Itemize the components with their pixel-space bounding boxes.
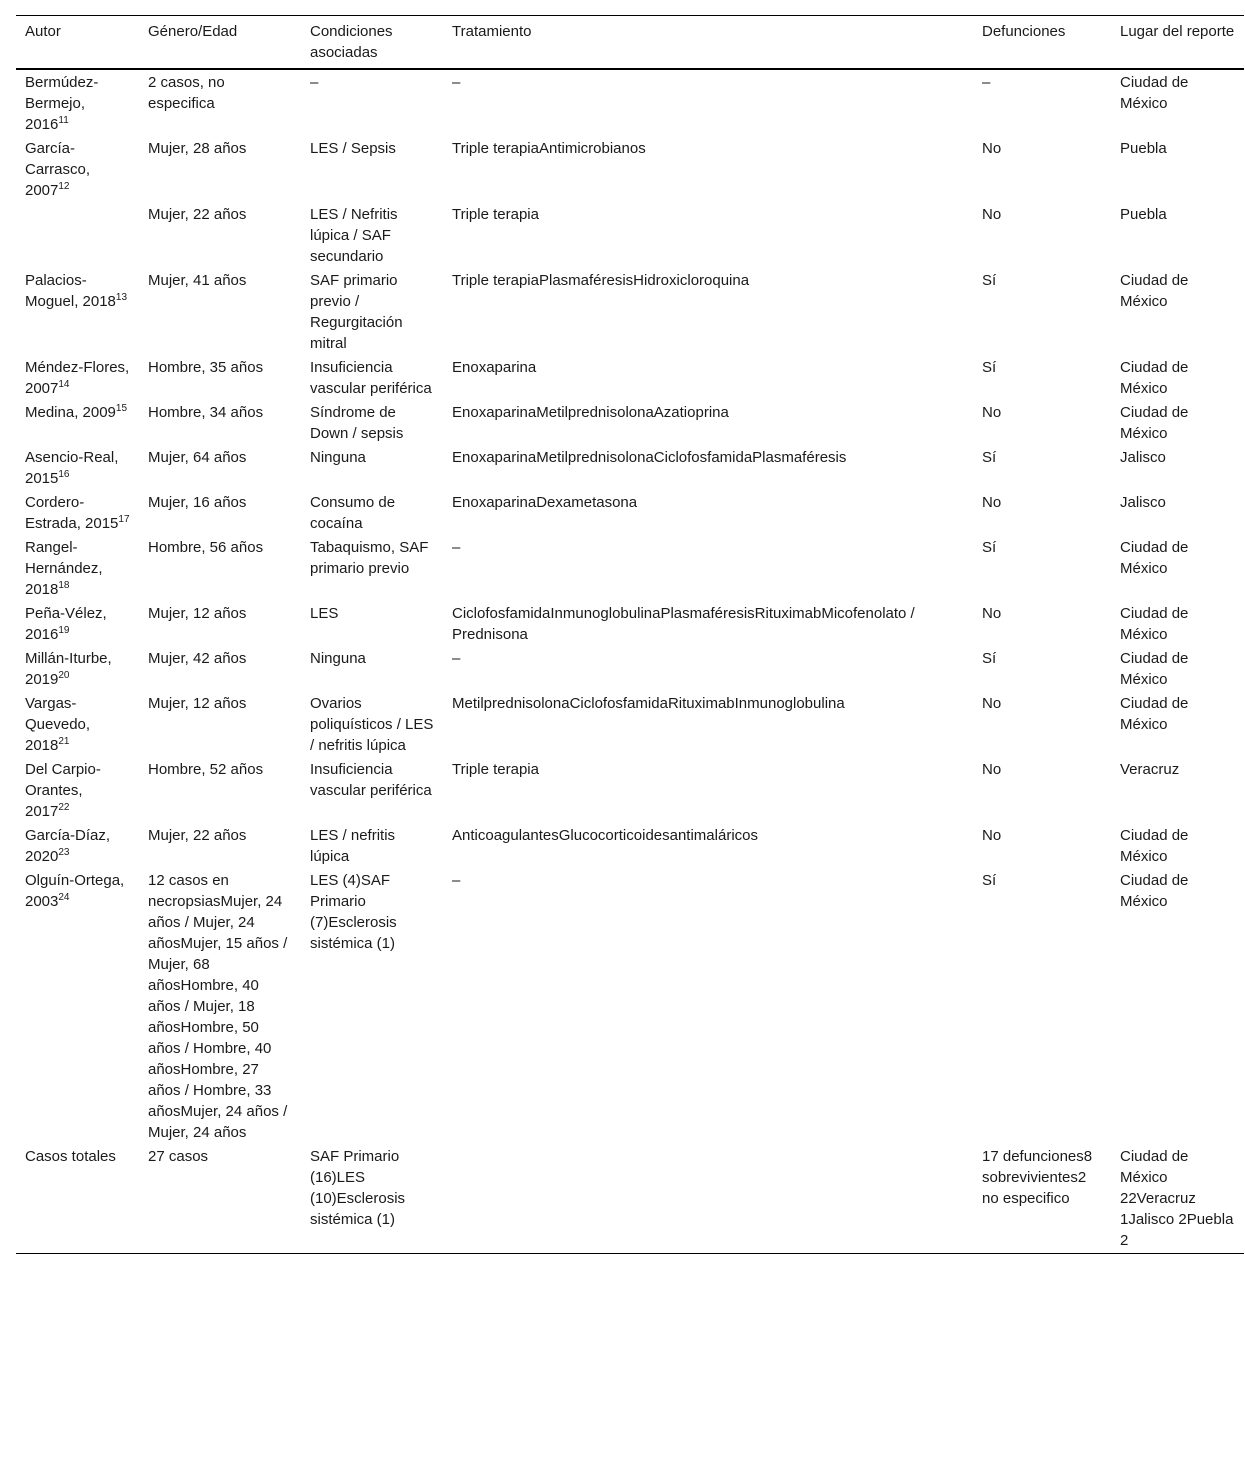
cell-defunciones: [973, 691, 1111, 757]
cell-tratamiento: [443, 400, 973, 445]
cell-genero-edad-text: Mujer, 28 años: [148, 140, 247, 157]
cell-condiciones: [301, 202, 443, 268]
cell-autor: [16, 868, 139, 1144]
cell-tratamiento-text: AnticoagulantesGlucocorticoidesantimaláricos: [452, 827, 758, 844]
cell-condiciones: [301, 757, 443, 823]
cell-defunciones-text: Sí: [982, 272, 997, 289]
cell-defunciones-text: Sí: [982, 650, 997, 667]
cell-defunciones-text: Sí: [982, 872, 997, 889]
cell-lugar-text: Ciudad de México: [1120, 695, 1189, 733]
cell-lugar-text: Puebla: [1120, 206, 1167, 223]
cell-autor-text: Casos totales: [25, 1148, 116, 1165]
cell-genero-edad: [139, 445, 301, 490]
cell-defunciones: [973, 535, 1111, 601]
cell-autor-text: García-Carrasco, 2007: [25, 140, 91, 199]
cell-genero-edad: [139, 646, 301, 691]
table-row: [16, 69, 1244, 136]
table-row: [16, 490, 1244, 535]
cell-autor-text: Cordero-Estrada, 2015: [25, 494, 119, 532]
cell-lugar-text: Jalisco: [1120, 494, 1166, 511]
cell-lugar-text: Ciudad de México: [1120, 272, 1189, 310]
cell-genero-edad: [139, 202, 301, 268]
cell-condiciones: [301, 268, 443, 355]
cell-defunciones-text: No: [982, 827, 1002, 844]
cell-autor: [16, 69, 139, 136]
table-row: [16, 202, 1244, 268]
cell-condiciones: [301, 445, 443, 490]
reference-number: 22: [58, 802, 70, 813]
cell-defunciones-text: 17 defunciones8 sobrevivientes2 no especifico: [982, 1148, 1093, 1207]
cell-autor: [16, 400, 139, 445]
cell-defunciones: [973, 400, 1111, 445]
cell-tratamiento-text: –: [452, 650, 461, 667]
cell-defunciones-text: No: [982, 494, 1002, 511]
cell-autor-text: Millán-Iturbe, 2019: [25, 650, 112, 688]
cell-tratamiento: [443, 268, 973, 355]
cell-autor: [16, 601, 139, 646]
table-row: [16, 535, 1244, 601]
cell-lugar: [1111, 136, 1244, 202]
cell-tratamiento-text: –: [452, 872, 461, 889]
cases-table: [16, 15, 1244, 1254]
cell-defunciones: [973, 490, 1111, 535]
cell-condiciones-text: Tabaquismo, SAF primario previo: [310, 539, 429, 577]
cell-tratamiento-text: –: [452, 74, 461, 91]
cell-autor: [16, 268, 139, 355]
cell-lugar-text: Ciudad de México: [1120, 359, 1189, 397]
cell-condiciones: [301, 1144, 443, 1254]
cell-tratamiento-text: MetilprednisolonaCiclofosfamidaRituximabInmunoglobulina: [452, 695, 845, 712]
cell-genero-edad: [139, 490, 301, 535]
cell-tratamiento: [443, 445, 973, 490]
cell-autor: [16, 355, 139, 400]
cell-autor: [16, 691, 139, 757]
cell-lugar-text: Jalisco: [1120, 449, 1166, 466]
reference-number: 14: [58, 379, 70, 390]
table-row: [16, 1144, 1244, 1254]
table-row: [16, 757, 1244, 823]
table-row: [16, 646, 1244, 691]
cell-tratamiento: [443, 490, 973, 535]
cell-genero-edad: [139, 268, 301, 355]
table-header: [16, 16, 1244, 70]
cell-lugar-text: Ciudad de México: [1120, 74, 1189, 112]
table-row: [16, 445, 1244, 490]
cell-condiciones-text: LES / nefritis lúpica: [310, 827, 396, 865]
cell-defunciones: [973, 757, 1111, 823]
cell-defunciones: [973, 69, 1111, 136]
cell-lugar: [1111, 400, 1244, 445]
cell-tratamiento-text: Enoxaparina: [452, 359, 537, 376]
cell-lugar: [1111, 868, 1244, 1144]
cell-tratamiento: [443, 69, 973, 136]
cell-autor: [16, 445, 139, 490]
cell-autor-text: Medina, 2009: [25, 404, 116, 421]
cell-autor-text: Bermúdez-Bermejo, 2016: [25, 74, 99, 133]
cell-defunciones: [973, 355, 1111, 400]
cell-condiciones: [301, 823, 443, 868]
cell-condiciones: [301, 69, 443, 136]
cell-defunciones-text: No: [982, 140, 1002, 157]
cell-genero-edad: [139, 757, 301, 823]
cell-genero-edad-text: 2 casos, no especifica: [148, 74, 225, 112]
cell-condiciones-text: Ninguna: [310, 449, 366, 466]
cell-condiciones-text: –: [310, 74, 319, 91]
cell-tratamiento: [443, 535, 973, 601]
cell-genero-edad: [139, 400, 301, 445]
cell-tratamiento: [443, 868, 973, 1144]
reference-number: 17: [118, 514, 130, 525]
cell-condiciones: [301, 601, 443, 646]
table-row: [16, 355, 1244, 400]
cell-defunciones-text: Sí: [982, 539, 997, 556]
cell-genero-edad-text: Hombre, 56 años: [148, 539, 264, 556]
reference-number: 13: [115, 292, 128, 303]
cell-lugar-text: Puebla: [1120, 140, 1167, 157]
cell-autor: [16, 757, 139, 823]
reference-number: 16: [58, 469, 70, 480]
cell-tratamiento: [443, 691, 973, 757]
cell-condiciones-text: Ninguna: [310, 650, 366, 667]
cell-autor-text: Asencio-Real, 2015: [25, 449, 119, 487]
cell-defunciones: [973, 823, 1111, 868]
cell-autor-text: Rangel-Hernández, 2018: [25, 539, 103, 598]
cell-lugar-text: Veracruz: [1120, 761, 1180, 778]
cell-condiciones-text: SAF Primario (16)LES (10)Esclerosis sistémica (1): [310, 1148, 406, 1228]
cell-genero-edad: [139, 136, 301, 202]
header-autor: Autor: [16, 16, 139, 70]
cell-condiciones: [301, 400, 443, 445]
cell-lugar: [1111, 535, 1244, 601]
cell-condiciones: [301, 355, 443, 400]
table-row: [16, 691, 1244, 757]
cell-lugar-text: Ciudad de México 22Veracruz 1Jalisco 2Puebla 2: [1120, 1148, 1234, 1249]
header-defunciones: Defunciones: [973, 16, 1111, 70]
cell-lugar-text: Ciudad de México: [1120, 827, 1189, 865]
cell-defunciones: [973, 868, 1111, 1144]
cell-genero-edad-text: 27 casos: [148, 1148, 209, 1165]
cell-tratamiento-text: CiclofosfamidaInmunoglobulinaPlasmaféresisRituximabMicofenolato / Prednisona: [452, 605, 915, 643]
cell-defunciones: [973, 268, 1111, 355]
table-row: [16, 268, 1244, 355]
cell-genero-edad-text: Hombre, 35 años: [148, 359, 264, 376]
cell-lugar-text: Ciudad de México: [1120, 605, 1189, 643]
header-lugar: Lugar del reporte: [1111, 16, 1244, 70]
reference-number: 18: [58, 580, 70, 591]
cell-condiciones: [301, 868, 443, 1144]
cell-autor: [16, 823, 139, 868]
cell-defunciones-text: Sí: [982, 359, 997, 376]
cell-tratamiento: [443, 202, 973, 268]
cell-tratamiento: [443, 823, 973, 868]
cell-tratamiento-text: Triple terapiaAntimicrobianos: [452, 140, 646, 157]
cell-genero-edad: [139, 601, 301, 646]
cell-lugar: [1111, 202, 1244, 268]
cell-genero-edad: [139, 535, 301, 601]
cell-defunciones-text: –: [982, 74, 991, 91]
cell-genero-edad: [139, 691, 301, 757]
cell-autor: [16, 535, 139, 601]
cell-tratamiento-text: EnoxaparinaDexametasona: [452, 494, 638, 511]
cell-condiciones: [301, 691, 443, 757]
cell-tratamiento-text: Triple terapiaPlasmaféresisHidroxicloroquina: [452, 272, 750, 289]
reference-number: 23: [58, 847, 70, 858]
cell-defunciones: [973, 601, 1111, 646]
cell-autor-text: Méndez-Flores, 2007: [25, 359, 130, 397]
cell-condiciones: [301, 136, 443, 202]
table-row: [16, 136, 1244, 202]
cell-genero-edad: [139, 868, 301, 1144]
cell-tratamiento-text: Triple terapia: [452, 206, 539, 223]
reference-number: 19: [58, 625, 70, 636]
cell-autor-text: Olguín-Ortega, 2003: [25, 872, 125, 910]
cell-genero-edad-text: Mujer, 16 años: [148, 494, 247, 511]
cell-tratamiento: [443, 355, 973, 400]
cell-genero-edad: [139, 69, 301, 136]
cell-condiciones-text: Insuficiencia vascular periférica: [310, 359, 432, 397]
cell-autor-text: García-Díaz, 2020: [25, 827, 111, 865]
cell-tratamiento-text: –: [452, 539, 461, 556]
table-row: [16, 823, 1244, 868]
reference-number: 24: [58, 892, 70, 903]
reference-number: 12: [58, 181, 70, 192]
cell-condiciones-text: Síndrome de Down / sepsis: [310, 404, 404, 442]
reference-number: 15: [115, 403, 128, 414]
cell-autor: [16, 490, 139, 535]
cell-lugar: [1111, 646, 1244, 691]
cell-lugar: [1111, 69, 1244, 136]
cell-genero-edad: [139, 1144, 301, 1254]
cell-autor: [16, 136, 139, 202]
cell-condiciones: [301, 490, 443, 535]
cell-lugar: [1111, 355, 1244, 400]
cell-lugar: [1111, 757, 1244, 823]
table-row: [16, 601, 1244, 646]
header-tratamiento: Tratamiento: [443, 16, 973, 70]
cell-tratamiento: [443, 601, 973, 646]
cell-lugar: [1111, 490, 1244, 535]
cell-autor: [16, 202, 139, 268]
cell-defunciones-text: No: [982, 404, 1002, 421]
cell-defunciones-text: No: [982, 695, 1002, 712]
cell-condiciones-text: LES / Sepsis: [310, 140, 396, 157]
cell-tratamiento: [443, 1144, 973, 1254]
cell-lugar-text: Ciudad de México: [1120, 872, 1189, 910]
header-row: [16, 16, 1244, 70]
cell-genero-edad-text: Mujer, 22 años: [148, 827, 247, 844]
cell-autor-text: Peña-Vélez, 2016: [25, 605, 107, 643]
cell-lugar: [1111, 691, 1244, 757]
cell-defunciones: [973, 445, 1111, 490]
cell-defunciones: [973, 202, 1111, 268]
cell-condiciones-text: LES (4)SAF Primario (7)Esclerosis sistémica (1): [310, 872, 397, 952]
cell-autor-text: Del Carpio-Orantes, 2017: [25, 761, 101, 820]
table-body: [16, 69, 1244, 1254]
cell-defunciones-text: No: [982, 605, 1002, 622]
cell-genero-edad-text: Mujer, 64 años: [148, 449, 247, 466]
reference-number: 21: [58, 736, 70, 747]
cell-autor: [16, 646, 139, 691]
cell-autor: [16, 1144, 139, 1254]
cell-lugar: [1111, 1144, 1244, 1254]
cell-defunciones-text: No: [982, 761, 1002, 778]
cell-defunciones: [973, 646, 1111, 691]
cell-defunciones-text: No: [982, 206, 1002, 223]
cell-condiciones-text: SAF primario previo / Regurgitación mitral: [310, 272, 403, 352]
cell-autor-text: Vargas-Quevedo, 2018: [25, 695, 91, 754]
cell-condiciones: [301, 646, 443, 691]
cell-autor-text: Palacios-Moguel, 2018: [25, 272, 116, 310]
cell-lugar: [1111, 445, 1244, 490]
cell-tratamiento-text: Triple terapia: [452, 761, 539, 778]
cell-tratamiento-text: EnoxaparinaMetilprednisolonaAzatioprina: [452, 404, 729, 421]
header-condiciones: Condiciones asociadas: [301, 16, 443, 70]
reference-number: 11: [58, 115, 69, 126]
cell-tratamiento: [443, 646, 973, 691]
cell-genero-edad-text: Hombre, 34 años: [148, 404, 264, 421]
cell-genero-edad-text: Hombre, 52 años: [148, 761, 264, 778]
cell-genero-edad: [139, 355, 301, 400]
cell-tratamiento: [443, 757, 973, 823]
cell-defunciones: [973, 1144, 1111, 1254]
cell-tratamiento-text: EnoxaparinaMetilprednisolonaCiclofosfamidaPlasmaféresis: [452, 449, 847, 466]
cell-condiciones: [301, 535, 443, 601]
cell-lugar: [1111, 601, 1244, 646]
cell-genero-edad-text: 12 casos en necropsiasMujer, 24 años / Mujer, 24 añosMujer, 15 años / Mujer, 68 añosHombre, 40 años / Mujer, 18 añosHombre, 50 años / Hombre, 40 añosHombre, 27 años / Hombre, 33 añosMujer, 24 años / Mujer, 24 años: [148, 872, 288, 1141]
cell-condiciones-text: LES / Nefritis lúpica / SAF secundario: [310, 206, 398, 265]
cell-lugar-text: Ciudad de México: [1120, 404, 1189, 442]
cell-tratamiento: [443, 136, 973, 202]
cell-lugar-text: Ciudad de México: [1120, 539, 1189, 577]
cell-genero-edad-text: Mujer, 12 años: [148, 695, 247, 712]
cell-defunciones: [973, 136, 1111, 202]
cell-lugar-text: Ciudad de México: [1120, 650, 1189, 688]
table-row: [16, 868, 1244, 1144]
cell-genero-edad-text: Mujer, 41 años: [148, 272, 247, 289]
cell-defunciones-text: Sí: [982, 449, 997, 466]
cell-condiciones-text: LES: [310, 605, 339, 622]
cell-genero-edad-text: Mujer, 42 años: [148, 650, 247, 667]
header-genero-edad: Género/Edad: [139, 16, 301, 70]
cell-genero-edad: [139, 823, 301, 868]
cell-condiciones-text: Ovarios poliquísticos / LES / nefritis lúpica: [310, 695, 434, 754]
table-row: [16, 400, 1244, 445]
cell-lugar: [1111, 268, 1244, 355]
cell-genero-edad-text: Mujer, 22 años: [148, 206, 247, 223]
cell-condiciones-text: Insuficiencia vascular periférica: [310, 761, 432, 799]
cell-condiciones-text: Consumo de cocaína: [310, 494, 396, 532]
cell-lugar: [1111, 823, 1244, 868]
reference-number: 20: [58, 670, 70, 681]
cell-genero-edad-text: Mujer, 12 años: [148, 605, 247, 622]
